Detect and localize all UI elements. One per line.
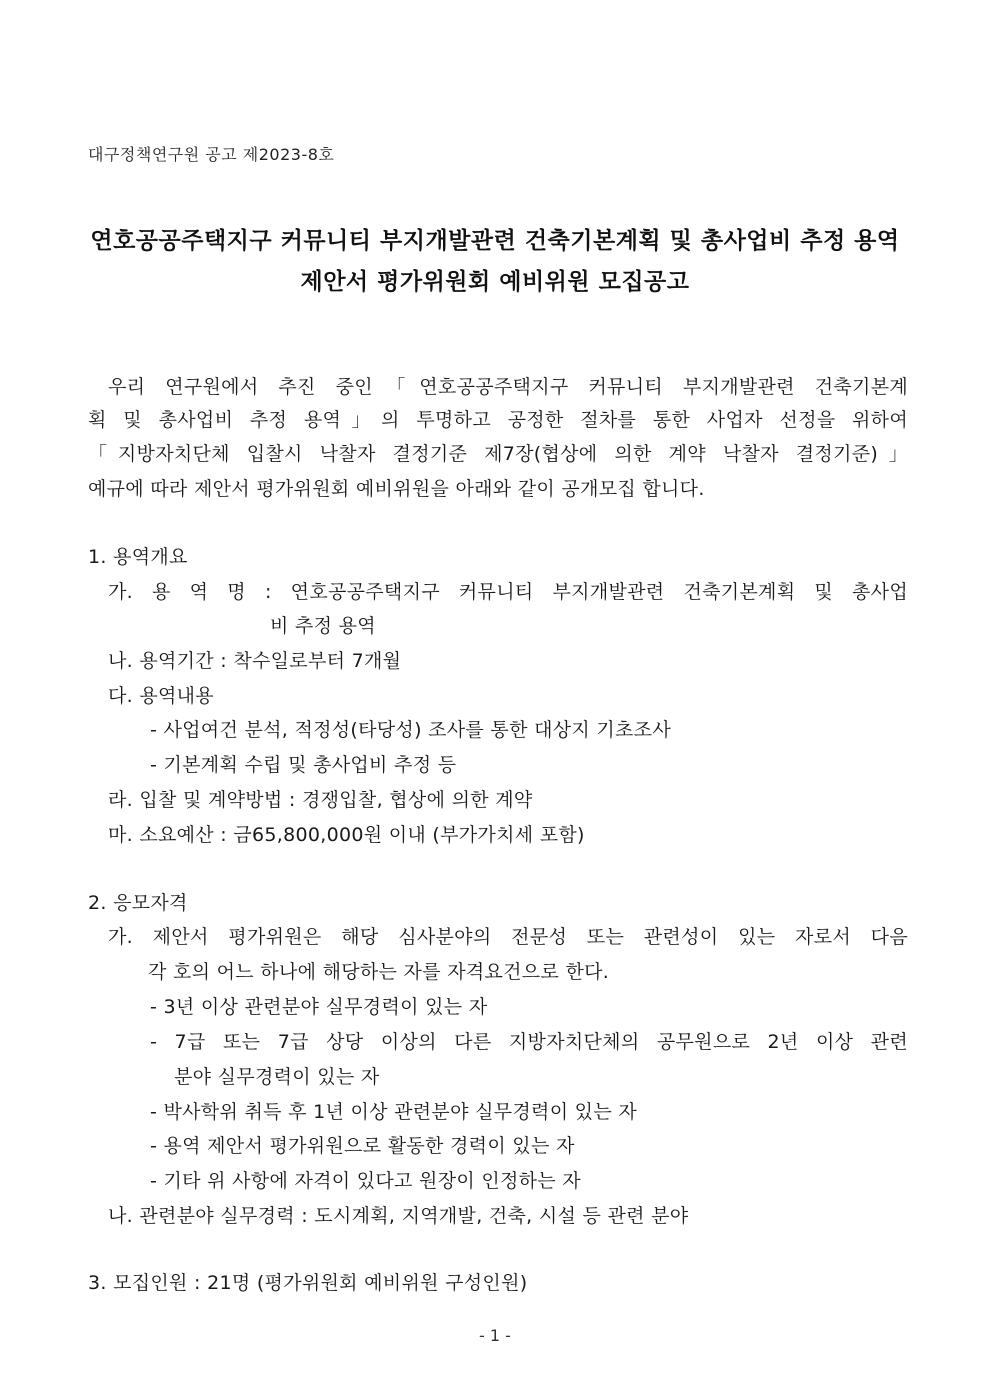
section-2-heading: 2. 응모자격 xyxy=(88,892,188,914)
service-content-item-2: - 기본계획 수립 및 총사업비 추정 등 xyxy=(150,754,457,776)
service-content-item-1: - 사업여건 분석, 적정성(타당성) 조사를 통한 대상지 기초조사 xyxy=(150,719,671,741)
qualification-a-line-1: 가. 제안서 평가위원은 해당 심사분야의 전문성 또는 관련성이 있는 자로서 다음 xyxy=(108,926,908,948)
qualification-item-4: - 용역 제안서 평가위원으로 활동한 경력이 있는 자 xyxy=(150,1135,575,1157)
qualification-item-3: - 박사학위 취득 후 1년 이상 관련분야 실무경력이 있는 자 xyxy=(150,1101,637,1123)
service-name-line-1: 가. 용 역 명 : 연호공공주택지구 커뮤니티 부지개발관련 건축기본계획 및 총사업 xyxy=(108,581,908,603)
announcement-number: 대구정책연구원 공고 제2023-8호 xyxy=(88,145,335,164)
service-period: 나. 용역기간 : 착수일로부터 7개월 xyxy=(108,650,402,672)
page-number: - 1 - xyxy=(479,1326,511,1345)
intro-line-1: 우리 연구원에서 추진 중인「연호공공주택지구 커뮤니티 부지개발관련 건축기본계 xyxy=(108,376,908,398)
intro-line-4: 예규에 따라 제안서 평가위원회 예비위원을 아래와 같이 공개모집 합니다. xyxy=(88,478,705,500)
qualification-item-2-line-1: - 7급 또는 7급 상당 이상의 다른 지방자치단체의 공무원으로 2년 이상 관련 xyxy=(150,1031,908,1053)
intro-line-3: 「지방자치단체 입찰시 낙찰자 결정기준 제7장(협상에 의한 계약 낙찰자 결정기준)」 xyxy=(88,443,908,465)
document-title-line-2: 제안서 평가위원회 예비위원 모집공고 xyxy=(300,269,690,295)
section-1-heading: 1. 용역개요 xyxy=(88,546,188,568)
intro-line-2: 획 및 총사업비 추정 용역」의 투명하고 공정한 절차를 통한 사업자 선정을 위하여 xyxy=(88,409,908,431)
qualification-item-2-line-2: 분야 실무경력이 있는 자 xyxy=(174,1066,380,1088)
service-content-heading: 다. 용역내용 xyxy=(108,685,214,707)
qualification-a-line-2: 각 호의 어느 하나에 해당하는 자를 자격요건으로 한다. xyxy=(148,961,610,983)
budget: 마. 소요예산 : 금65,800,000원 이내 (부가가치세 포함) xyxy=(108,824,585,846)
qualification-item-1: - 3년 이상 관련분야 실무경력이 있는 자 xyxy=(150,996,488,1018)
document-title-line-1: 연호공공주택지구 커뮤니티 부지개발관련 건축기본계획 및 총사업비 추정 용역 xyxy=(90,228,900,254)
contract-method: 라. 입찰 및 계약방법 : 경쟁입찰, 협상에 의한 계약 xyxy=(108,789,533,811)
service-name-line-2: 비 추정 용역 xyxy=(270,615,376,637)
related-field-experience: 나. 관련분야 실무경력 : 도시계획, 지역개발, 건축, 시설 등 관련 분야 xyxy=(108,1205,689,1227)
section-3-heading: 3. 모집인원 : 21명 (평가위원회 예비위원 구성인원) xyxy=(88,1272,528,1294)
qualification-item-5: - 기타 위 사항에 자격이 있다고 원장이 인정하는 자 xyxy=(150,1170,581,1192)
